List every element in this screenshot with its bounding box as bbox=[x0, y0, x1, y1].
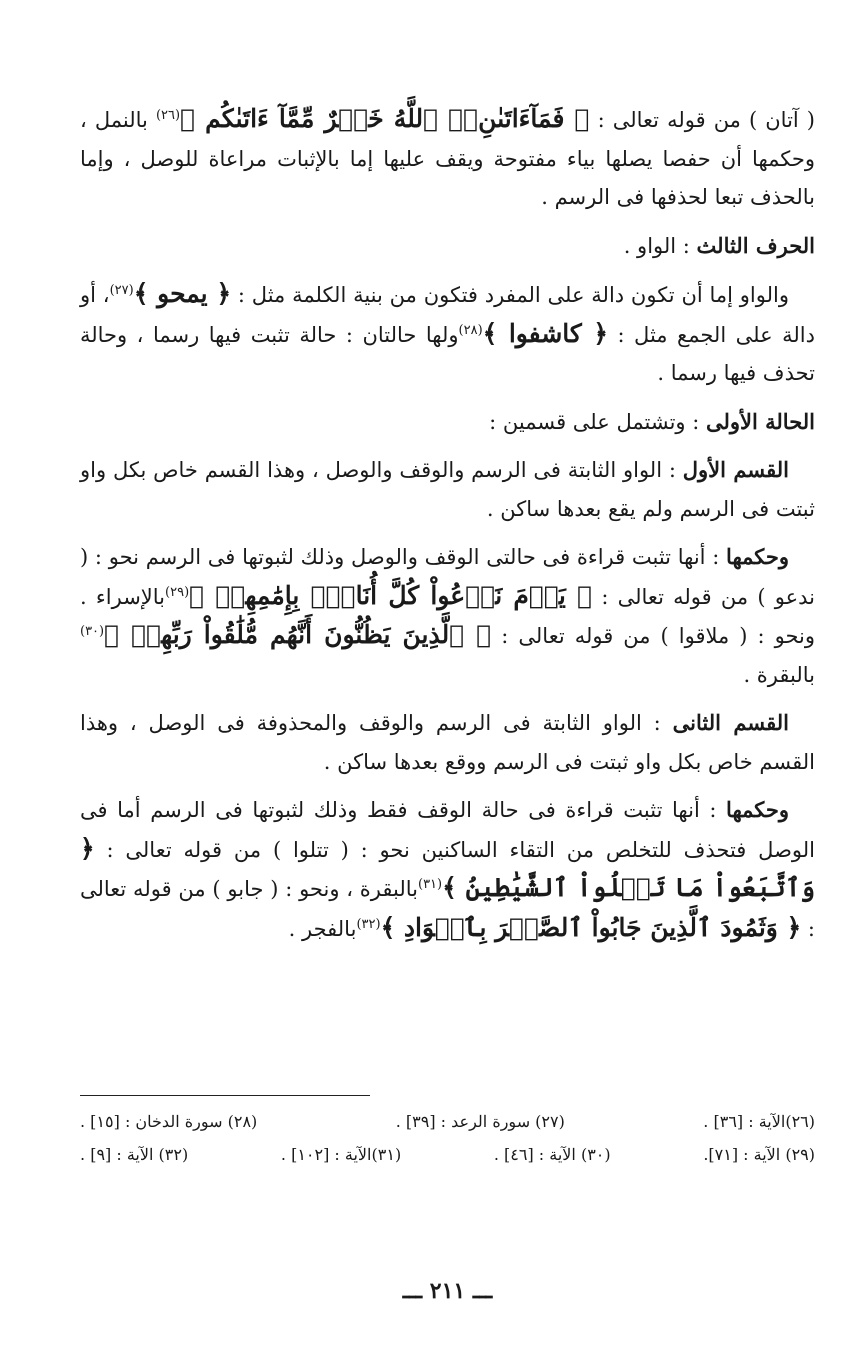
footnote-marker: (٣٢) bbox=[356, 916, 381, 932]
footnotes bbox=[80, 1105, 815, 1171]
footnote-item: (٣٠) الآية : [٤٦] . bbox=[493, 1145, 611, 1164]
paragraph-text: : الواو الثابتة فى الرسم والوقف والمحذوفة فى الوصل ، وهذا القسم خاص بكل واو ثبتت فى الرسم ووقع بعدها ساكن . bbox=[80, 711, 815, 774]
footnote-line bbox=[80, 1138, 815, 1171]
footnote-marker: (٢٧) bbox=[109, 283, 134, 298]
heading-text: الحالة الأولى bbox=[705, 408, 815, 434]
footnote-marker: (٣١) bbox=[418, 877, 443, 892]
paragraph-text: بالنمل ، وحكمها أن حفصا يصلها بياء مفتوحة ويقف عليها إما بالإثبات مراعاة للوصل ، وإما بالحذف تبعا لحذفها فى الرسم . bbox=[80, 108, 815, 209]
quran-verse: ﴿ وَٱتَّبَعُواْ مَا تَتۡلُواْ ٱلشَّيَٰطِينُ ﴾ bbox=[80, 833, 815, 902]
paragraph-atan bbox=[80, 100, 815, 217]
paragraph-second-ruling bbox=[80, 791, 815, 948]
paragraph-text: بالفجر . bbox=[288, 916, 357, 941]
footnote-item: (٢٧) سورة الرعد : [٣٩] . bbox=[395, 1112, 565, 1131]
footnote-item: (٢٨) سورة الدخان : [١٥] . bbox=[80, 1112, 258, 1131]
paragraph-waw-types bbox=[80, 275, 815, 393]
paragraph-text: ( آتان ) من قوله تعالى : bbox=[589, 108, 816, 132]
heading-text: وحكمها bbox=[726, 544, 789, 569]
footnote-marker: (٣٠) bbox=[80, 624, 105, 639]
heading-text: القسم الأول bbox=[682, 457, 789, 482]
heading-text: القسم الثانى bbox=[672, 710, 789, 735]
quran-verse: ﴿ ٱلَّذِينَ يَظُنُّونَ أَنَّهُم مُّلَٰقُواْ رَبِّهِمۡ ﴾ bbox=[104, 620, 492, 649]
paragraph-text: بالإسراء . ونحو : ( ملاقوا ) من قوله تعالى : bbox=[80, 584, 815, 648]
footnote-item: (٣١)الآية : [١٠٢] . bbox=[280, 1145, 402, 1164]
quran-word: ﴿ كاشفوا ﴾ bbox=[482, 318, 608, 348]
footnote-line bbox=[80, 1105, 815, 1138]
heading-text: الحرف الثالث bbox=[696, 232, 815, 258]
paragraph-text: بالبقرة . bbox=[743, 662, 815, 687]
heading-first-state bbox=[80, 403, 815, 442]
quran-verse: ﴿ وَثَمُودَ ٱلَّذِينَ جَابُواْ ٱلصَّخۡرَ بِٱلۡوَادِ ﴾ bbox=[380, 912, 802, 942]
paragraph-first-section bbox=[80, 451, 815, 528]
footnote-item: (٢٦)الآية : [٣٦] . bbox=[703, 1112, 815, 1131]
paragraph-text: : الواو الثابتة فى الرسم والوقف والوصل ، وهذا القسم خاص بكل واو ثبتت فى الرسم ولم يقع بعدها ساكن . bbox=[80, 458, 815, 521]
book-page bbox=[80, 100, 815, 1340]
quran-verse: ﴿ فَمَآءَاتَىٰنِۦَ ٱللَّهُ خَيۡرٌ مِّمَّآ ءَاتَىٰكُم ﴾ bbox=[180, 104, 590, 133]
footnote-marker: (٢٦) bbox=[155, 108, 181, 123]
footnote-item: (٢٩) الآية : [٧١]. bbox=[703, 1145, 815, 1164]
quran-verse: ﴿ يَوۡمَ نَدۡعُواْ كُلَّ أُنَاسِۭ بِإِمَٰمِهِمۡ ﴾ bbox=[189, 580, 593, 610]
paragraph-first-ruling bbox=[80, 538, 815, 694]
footnote-marker: (٢٨) bbox=[458, 322, 483, 338]
page-number: ـــ ٢١١ ـــ bbox=[402, 1278, 493, 1304]
paragraph-text: : أنها تثبت قراءة فى حالة الوقف فقط وذلك لثبوتها فى الرسم أما فى الوصل فتحذف للتخلص من التقاء الساكنين نحو : ( تتلوا ) من قوله تعالى : bbox=[80, 798, 815, 862]
paragraph-text: ولها حالتان : حالة تثبت فيها رسما ، وحالة تحذف فيها رسما . bbox=[80, 322, 815, 385]
paragraph-text: : الواو . bbox=[623, 233, 697, 258]
paragraph-text: بالبقرة ، ونحو : ( جابو ) من قوله تعالى : bbox=[80, 877, 815, 941]
paragraph-second-section bbox=[80, 704, 815, 781]
paragraph-text: والواو إما أن تكون دالة على المفرد فتكون من بنية الكلمة مثل : bbox=[231, 283, 789, 307]
quran-word: ﴿ يمحو ﴾ bbox=[133, 279, 232, 308]
section-heading-waw bbox=[80, 227, 815, 266]
paragraph-text: : أنها تثبت قراءة فى حالتى الوقف والوصل وذلك لثبوتها فى الرسم نحو : ( ندعو ) من قوله تعالى : bbox=[80, 545, 815, 609]
paragraph-text: : وتشتمل على قسمين : bbox=[489, 409, 706, 434]
footnote-marker: (٢٩) bbox=[165, 584, 190, 600]
footnote-divider bbox=[80, 1095, 370, 1096]
footnote-item: (٣٢) الآية : [٩] . bbox=[80, 1145, 189, 1164]
paragraph-text: ، أو دالة على الجمع مثل : bbox=[80, 283, 815, 347]
heading-text: وحكمها bbox=[726, 797, 789, 822]
